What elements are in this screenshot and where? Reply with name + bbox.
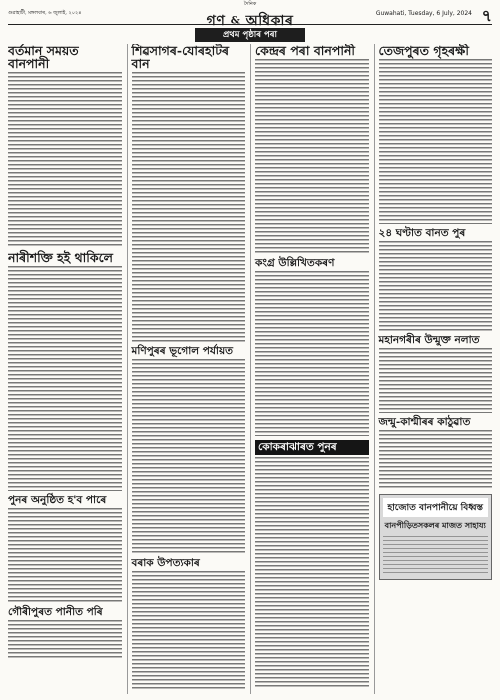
- boxed-subheadline: বানপীড়িতসকলৰ মাজত সাহায্য: [384, 520, 486, 531]
- headline[interactable]: নাৰীশক্তি হই থাকিলে: [8, 250, 113, 266]
- boxed-news-panel: [379, 494, 493, 580]
- headline[interactable]: তেজপুৰত গৃহৰক্ষী: [378, 44, 469, 58]
- article-body: [132, 571, 246, 691]
- newspaper-logo: [207, 1, 294, 33]
- logo-word-2: অধিকাৰ: [245, 13, 294, 29]
- boxed-headline[interactable]: হাজোত বানপানীয়ে বিধ্বস্ত: [383, 498, 489, 517]
- logo-ampersand: &: [230, 15, 241, 27]
- article-body: [8, 508, 122, 603]
- article-body: [8, 72, 122, 247]
- headline[interactable]: জন্মু-কাশ্মীৰৰ কাঠুৱাত: [378, 416, 471, 429]
- section-banner: প্ৰথম পৃষ্ঠাৰ পৰা: [195, 28, 305, 42]
- page-number: ৭: [481, 6, 492, 25]
- headline[interactable]: বৰাক উপত্যকাৰ: [131, 557, 200, 570]
- article-body: [379, 348, 493, 413]
- logo-subtitle: দৈনিক: [243, 1, 257, 7]
- headline[interactable]: মহানগৰীৰ উন্মুক্ত নলাত: [378, 334, 480, 347]
- masthead-date-english: Guwahati, Tuesday, 6 July, 2024: [375, 10, 472, 17]
- column-2: [127, 44, 246, 694]
- column-4: [374, 44, 493, 694]
- article-body: [8, 620, 122, 660]
- article-body: [255, 59, 369, 254]
- headline[interactable]: শিৱসাগৰ-যোৰহাটৰ বান: [131, 44, 230, 72]
- headline[interactable]: কেন্দ্ৰৰ পৰা বানপানী: [255, 44, 356, 58]
- masthead: [8, 0, 492, 29]
- article-body: [132, 72, 246, 342]
- headline[interactable]: ২৪ ঘণ্টাত বানত পুৰ: [378, 227, 466, 240]
- article-body: [379, 59, 493, 224]
- column-3: [250, 44, 369, 694]
- headline[interactable]: গৌৰীপুৰত পানীত পৰি: [8, 606, 103, 619]
- headline[interactable]: বৰ্তমান সময়ত বানপানী: [8, 44, 79, 72]
- article-body: [132, 359, 246, 554]
- masthead-date-assamese: গুৱাহাটী, মঙ্গলবাৰ, ৬ জুলাই, ২০২৪: [8, 10, 82, 16]
- article-body: [8, 266, 122, 491]
- headline[interactable]: পুনৰ অনুষ্ঠিত হ'ব পাৰে: [8, 494, 107, 507]
- article-body: [255, 271, 369, 436]
- headline[interactable]: কংগ্ৰ উল্লিখিতকৰণ: [255, 257, 335, 270]
- headline[interactable]: মণিপুৰৰ ভূগোল পৰ্যায়ত: [131, 345, 234, 358]
- logo-word-1: গণ: [206, 13, 226, 29]
- article-body: [255, 457, 369, 687]
- article-body: [379, 430, 493, 490]
- boxed-body: [383, 536, 489, 576]
- headline[interactable]: কোকৰাঝাৰত পুনৰ: [255, 440, 369, 455]
- article-body: [379, 241, 493, 331]
- column-1: [8, 44, 122, 694]
